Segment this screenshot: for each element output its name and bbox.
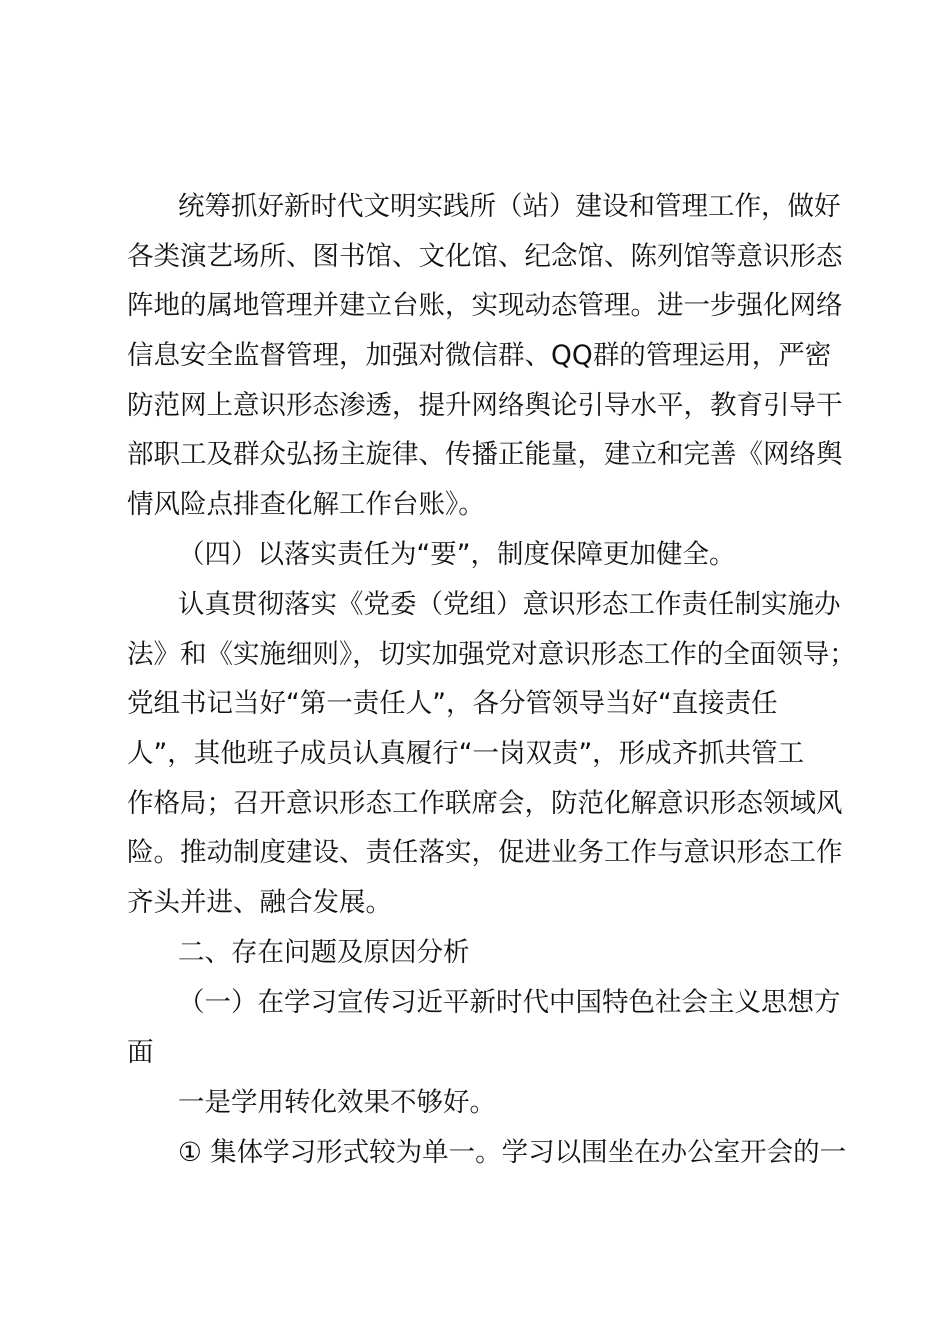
paragraph-line: 法》和《实施细则》，切实加强党对意识形态工作的全面领导； [127,639,856,670]
subsection-heading-continued: 面 [127,1037,154,1068]
paragraph-line: 统筹抓好新时代文明实践所（站）建设和管理工作，做好 [178,191,841,222]
paragraph-line: 各类演艺场所、图书馆、文化馆、纪念馆、陈列馆等意识形态 [127,241,843,272]
paragraph-line: 防范网上意识形态渗透，提升网络舆论引导水平，教育引导干 [127,390,843,421]
section-heading: 二、存在问题及原因分析 [178,937,470,968]
paragraph-line: 人”，其他班子成员认真履行“一岗双责”，形成齐抓共管工 [127,738,805,769]
paragraph-line: 党组书记当好“第一责任人”，各分管领导当好“直接责任 [127,688,778,719]
paragraph-line: 齐头并进、融合发展。 [127,887,392,918]
paragraph-line: 信息安全监督管理，加强对微信群、QQ群的管理运用，严密 [127,340,832,371]
paragraph-line: 情风险点排查化解工作台账》。 [127,489,485,520]
paragraph-line: ① 集体学习形式较为单一。学习以围坐在办公室开会的一 [178,1137,847,1168]
paragraph-line: 部职工及群众弘扬主旋律、传播正能量，建立和完善《网络舆 [127,439,843,470]
paragraph-line: 阵地的属地管理并建立台账，实现动态管理。进一步强化网络 [127,290,843,321]
paragraph-line: 作格局；召开意识形态工作联席会，防范化解意识形态领域风 [127,788,843,819]
subsection-heading: （一）在学习宣传习近平新时代中国特色社会主义思想方 [178,987,841,1018]
section-heading: （四）以落实责任为“要”，制度保障更加健全。 [178,539,736,570]
paragraph-line: 险。推动制度建设、责任落实，促进业务工作与意识形态工作 [127,837,843,868]
paragraph-line: 认真贯彻落实《党委（党组）意识形态工作责任制实施办 [178,589,841,620]
point-heading: 一是学用转化效果不够好。 [178,1087,496,1118]
